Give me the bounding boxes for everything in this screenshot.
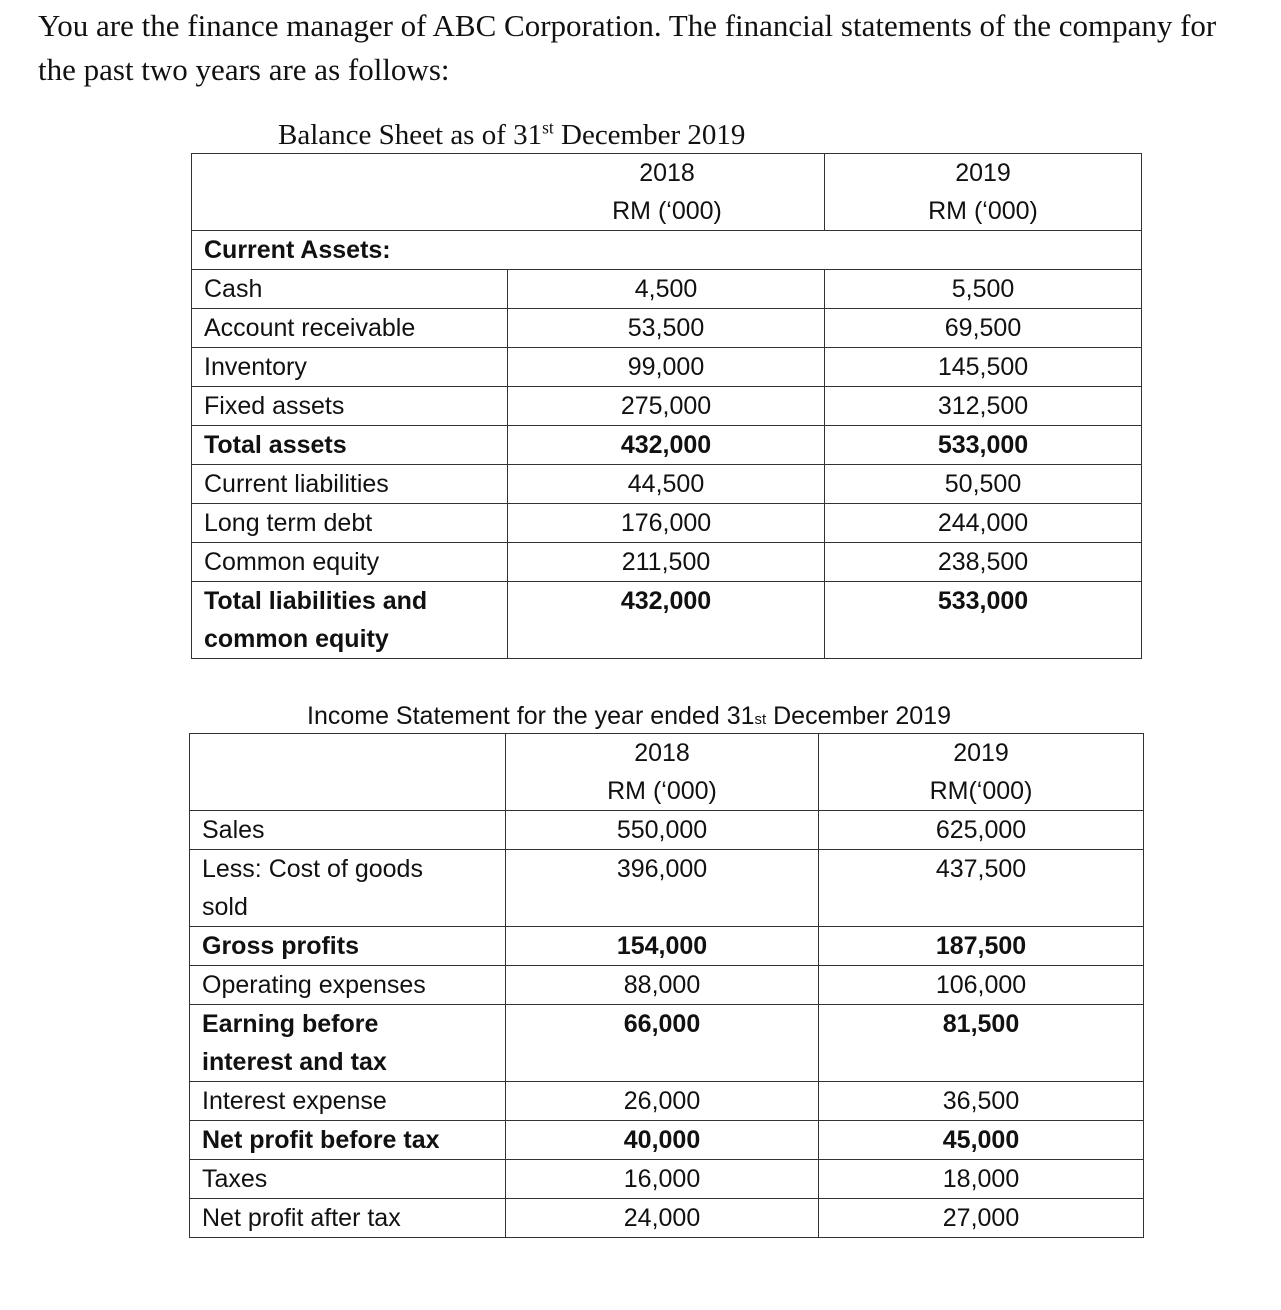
row-value-2019: 312,500 bbox=[825, 387, 1142, 426]
balance-sheet-header-row bbox=[192, 154, 1142, 231]
row-value-2018: 99,000 bbox=[508, 348, 825, 387]
balance-sheet-body bbox=[192, 270, 1142, 659]
row-value-2018: 154,000 bbox=[506, 927, 819, 966]
row-label: Earning before interest and tax bbox=[190, 1005, 506, 1082]
bs-unit-2019: RM (‘000) bbox=[928, 197, 1038, 225]
row-value-2018: 550,000 bbox=[506, 811, 819, 850]
row-value-2019: 533,000 bbox=[825, 582, 1142, 659]
table-row bbox=[192, 309, 1142, 348]
row-label: Interest expense bbox=[190, 1082, 506, 1121]
row-value-2018: 396,000 bbox=[506, 850, 819, 927]
income-statement-header-2018 bbox=[506, 734, 819, 811]
table-row bbox=[190, 1160, 1144, 1199]
row-label: Long term debt bbox=[192, 504, 508, 543]
row-label: Sales bbox=[190, 811, 506, 850]
row-value-2018: 40,000 bbox=[506, 1121, 819, 1160]
row-value-2019: 145,500 bbox=[825, 348, 1142, 387]
is-year-2019: 2019 bbox=[953, 739, 1009, 767]
row-value-2018: 44,500 bbox=[508, 465, 825, 504]
row-value-2018: 66,000 bbox=[506, 1005, 819, 1082]
row-label: Net profit before tax bbox=[190, 1121, 506, 1160]
row-label: Account receivable bbox=[192, 309, 508, 348]
row-value-2019: 45,000 bbox=[819, 1121, 1144, 1160]
row-value-2018: 4,500 bbox=[508, 270, 825, 309]
table-row bbox=[192, 543, 1142, 582]
balance-sheet-table bbox=[191, 153, 1142, 659]
row-value-2019: 625,000 bbox=[819, 811, 1144, 850]
row-value-2019: 36,500 bbox=[819, 1082, 1144, 1121]
table-row bbox=[192, 348, 1142, 387]
current-assets-label: Current Assets: bbox=[192, 231, 1142, 270]
income-statement-header-row bbox=[190, 734, 1144, 811]
row-value-2019: 244,000 bbox=[825, 504, 1142, 543]
row-label: Current liabilities bbox=[192, 465, 508, 504]
row-label: Taxes bbox=[190, 1160, 506, 1199]
row-value-2018: 16,000 bbox=[506, 1160, 819, 1199]
table-row bbox=[192, 504, 1142, 543]
income-statement-body bbox=[190, 811, 1144, 1238]
row-label: Total liabilities and common equity bbox=[192, 582, 508, 659]
balance-sheet-header-2019 bbox=[825, 154, 1142, 231]
income-statement-table bbox=[189, 733, 1144, 1238]
income-statement-header-blank bbox=[190, 734, 506, 811]
balance-sheet-title-text: Balance Sheet as of 31 bbox=[278, 119, 543, 151]
row-value-2019: 81,500 bbox=[819, 1005, 1144, 1082]
row-value-2018: 88,000 bbox=[506, 966, 819, 1005]
income-statement-title-ordinal: st bbox=[754, 711, 767, 728]
row-label: Total assets bbox=[192, 426, 508, 465]
row-value-2019: 437,500 bbox=[819, 850, 1144, 927]
row-value-2018: 432,000 bbox=[508, 426, 825, 465]
row-value-2018: 176,000 bbox=[508, 504, 825, 543]
table-row bbox=[192, 387, 1142, 426]
balance-sheet-header-2018 bbox=[192, 154, 825, 231]
table-row bbox=[192, 426, 1142, 465]
row-value-2018: 26,000 bbox=[506, 1082, 819, 1121]
table-row bbox=[192, 270, 1142, 309]
row-value-2019: 238,500 bbox=[825, 543, 1142, 582]
table-row bbox=[190, 850, 1144, 927]
table-row bbox=[190, 811, 1144, 850]
bs-year-2018: 2018 bbox=[639, 159, 695, 187]
intro-paragraph: You are the finance manager of ABC Corporation. The financial statements of the company for the past two years are as follows: bbox=[38, 8, 1217, 87]
row-value-2018: 211,500 bbox=[508, 543, 825, 582]
row-value-2019: 18,000 bbox=[819, 1160, 1144, 1199]
table-row bbox=[190, 966, 1144, 1005]
row-label: Cash bbox=[192, 270, 508, 309]
balance-sheet-title-date: December 2019 bbox=[553, 119, 746, 151]
is-unit-2019: RM(‘000) bbox=[929, 777, 1033, 805]
bs-unit-2018: RM (‘000) bbox=[612, 197, 722, 225]
row-label: Fixed assets bbox=[192, 387, 508, 426]
row-label: Common equity bbox=[192, 543, 508, 582]
income-statement-title bbox=[307, 698, 951, 738]
row-value-2019: 69,500 bbox=[825, 309, 1142, 348]
table-row bbox=[190, 927, 1144, 966]
row-value-2018: 275,000 bbox=[508, 387, 825, 426]
table-row bbox=[192, 465, 1142, 504]
row-value-2018: 53,500 bbox=[508, 309, 825, 348]
table-row bbox=[190, 1082, 1144, 1121]
row-value-2019: 5,500 bbox=[825, 270, 1142, 309]
row-label: Inventory bbox=[192, 348, 508, 387]
row-label: Operating expenses bbox=[190, 966, 506, 1005]
bs-year-2019: 2019 bbox=[955, 159, 1011, 187]
table-row bbox=[190, 1121, 1144, 1160]
row-value-2018: 24,000 bbox=[506, 1199, 819, 1238]
table-row bbox=[190, 1005, 1144, 1082]
row-value-2019: 533,000 bbox=[825, 426, 1142, 465]
table-row bbox=[192, 582, 1142, 659]
row-value-2019: 106,000 bbox=[819, 966, 1144, 1005]
is-unit-2018: RM (‘000) bbox=[607, 777, 717, 805]
row-value-2019: 27,000 bbox=[819, 1199, 1144, 1238]
balance-sheet-title bbox=[278, 116, 745, 154]
row-label: Net profit after tax bbox=[190, 1199, 506, 1238]
row-value-2018: 432,000 bbox=[508, 582, 825, 659]
income-statement-title-date: December 2019 bbox=[766, 702, 951, 730]
row-value-2019: 50,500 bbox=[825, 465, 1142, 504]
balance-sheet-section-row bbox=[192, 231, 1142, 270]
table-row bbox=[190, 1199, 1144, 1238]
row-label: Gross profits bbox=[190, 927, 506, 966]
balance-sheet-title-ordinal: st bbox=[542, 117, 554, 138]
row-value-2019: 187,500 bbox=[819, 927, 1144, 966]
is-year-2018: 2018 bbox=[634, 739, 690, 767]
row-label: Less: Cost of goods sold bbox=[190, 850, 506, 927]
income-statement-header-2019 bbox=[819, 734, 1144, 811]
income-statement-title-text: Income Statement for the year ended 31 bbox=[307, 702, 755, 730]
